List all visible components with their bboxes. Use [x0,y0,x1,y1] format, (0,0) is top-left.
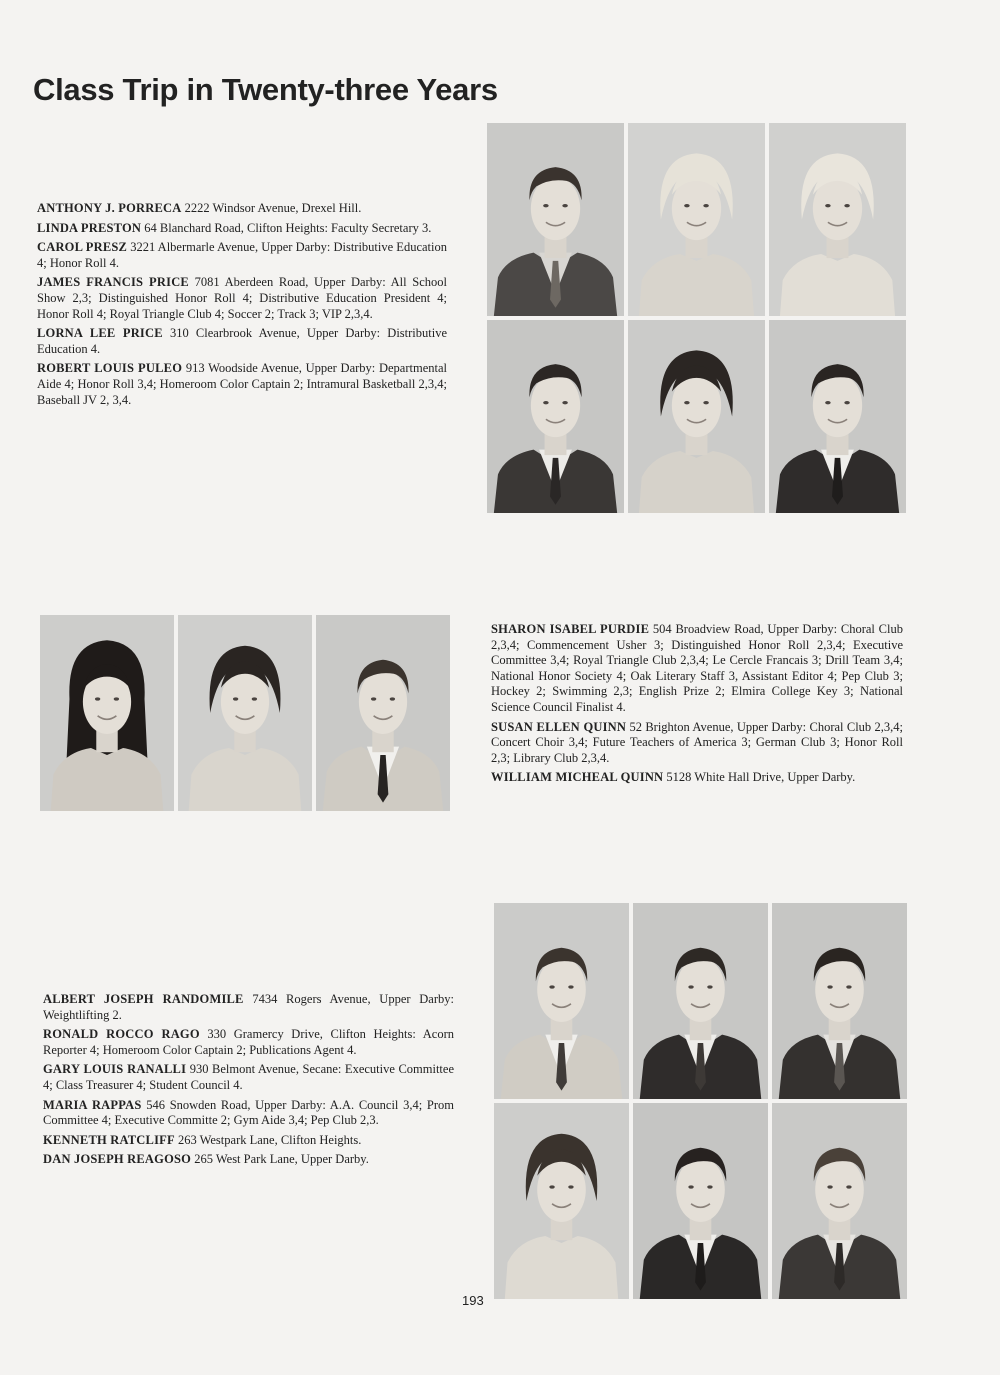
portrait-photo [633,1103,768,1299]
student-entry [43,1027,454,1058]
student-name: SUSAN ELLEN QUINN [491,719,627,734]
student-details: 265 West Park Lane, Upper Darby. [194,1152,369,1167]
student-details: 504 Broadview Road, Upper Darby: Choral Club 2,3,4; Commencement Usher 3; Distinguished Honor Roll 2,3,4; Executive Committee 3,4; Royal Triangle Club 2,3,4; Le Cercle Francais 3; Drill Team 3,4; National Honor Society 4; Oak Literary Staff 3, Assistant Editor 4; Pep Club 3; Hockey 2; Swimming 2,3; English Prize 2; Elmira College Key 3; National Science Council Finalist 4. [491,622,903,714]
student-entry [43,1133,454,1149]
student-details: 330 Gramercy Drive, Clifton Heights: Acorn Reporter 4; Homeroom Color Captain 2; Publications Agent 4. [43,1027,454,1057]
student-name: ANTHONY J. PORRECA [37,201,182,215]
student-entry [37,326,447,357]
portrait-photo [316,615,450,811]
student-entry [491,720,903,767]
portrait-grid-2 [40,615,450,811]
student-details: 310 Clearbrook Avenue, Upper Darby: Distributive Education 4. [37,326,448,356]
portrait-photo [494,1103,629,1299]
student-details: 52 Brighton Avenue, Upper Darby: Choral Club 2,3,4; Concert Choir 3,4; Future Teachers of America 3; German Club 3; Honor Roll 2,3; Library Club 2,3,4. [491,719,903,765]
student-name: KENNETH RATCLIFF [43,1132,175,1147]
student-details: 64 Blanchard Road, Clifton Heights: Faculty Secretary 3. [144,220,432,235]
portrait-photo [40,615,174,811]
student-entry [37,201,447,217]
student-details: 913 Woodside Avenue, Upper Darby: Departmental Aide 4; Honor Roll 3,4; Homeroom Color Captain 2; Intramural Basketball 2,3,4; Baseball JV 2, 3,4. [37,361,447,407]
portrait-photo [628,123,765,316]
entries-block-1 [37,201,447,412]
student-entry [43,992,454,1023]
student-entry [37,221,447,237]
portrait-grid-1 [487,123,906,513]
student-details: 7434 Rogers Avenue, Upper Darby: Weightlifting 2. [43,992,454,1022]
student-entry [43,1098,454,1129]
student-details: 5128 White Hall Drive, Upper Darby. [666,770,856,785]
student-name: ROBERT LOUIS PULEO [37,361,183,376]
portrait-photo [772,903,907,1099]
student-entry [37,361,447,408]
student-entry [43,1152,454,1168]
page-title: Class Trip in Twenty-three Years [33,72,498,107]
student-name: LORNA LEE PRICE [37,326,163,341]
student-name: ALBERT JOSEPH RANDOMILE [43,992,244,1006]
student-details: 546 Snowden Road, Upper Darby: A.A. Council 3,4; Prom Committee 4; Executive Committe 2; Gym Aide 3,4; Pep Club 2,3. [43,1097,454,1128]
student-name: JAMES FRANCIS PRICE [37,275,189,290]
portrait-photo [628,320,765,513]
student-details: 930 Belmont Avenue, Secane: Executive Committee 4; Class Treasurer 4; Student Council 4. [43,1062,455,1092]
student-name: RONALD ROCCO RAGO [43,1027,200,1042]
entries-block-3 [43,992,454,1172]
student-entry [491,770,903,786]
student-name: WILLIAM MICHEAL QUINN [491,770,664,785]
portrait-photo [178,615,312,811]
portrait-photo [769,320,906,513]
portrait-photo [494,903,629,1099]
portrait-photo [487,320,624,513]
student-details: 7081 Aberdeen Road, Upper Darby: All School Show 2,3; Distinguished Honor Roll 4; Distributive Education President 4; Honor Roll 4; Royal Triangle Club 4; Soccer 2; Track 3; VIP 2,3,4. [37,275,448,321]
student-name: SHARON ISABEL PURDIE [491,622,650,636]
portrait-photo [487,123,624,316]
student-entry [43,1062,454,1093]
entries-block-2 [491,622,903,790]
student-entry [37,240,447,271]
portrait-photo [769,123,906,316]
portrait-photo [772,1103,907,1299]
student-name: MARIA RAPPAS [43,1097,142,1112]
student-details: 3221 Albermarle Avenue, Upper Darby: Distributive Education 4; Honor Roll 4. [37,240,447,270]
student-entry [37,275,447,322]
portrait-photo [633,903,768,1099]
portrait-grid-3 [494,903,907,1299]
student-details: 263 Westpark Lane, Clifton Heights. [177,1132,362,1147]
student-name: LINDA PRESTON [37,220,142,235]
student-entry [491,622,903,716]
student-details: 2222 Windsor Avenue, Drexel Hill. [184,201,362,215]
student-name: CAROL PRESZ [37,240,128,255]
student-name: GARY LOUIS RANALLI [43,1062,187,1077]
student-name: DAN JOSEPH REAGOSO [43,1152,192,1167]
page-number: 193 [462,1293,484,1308]
